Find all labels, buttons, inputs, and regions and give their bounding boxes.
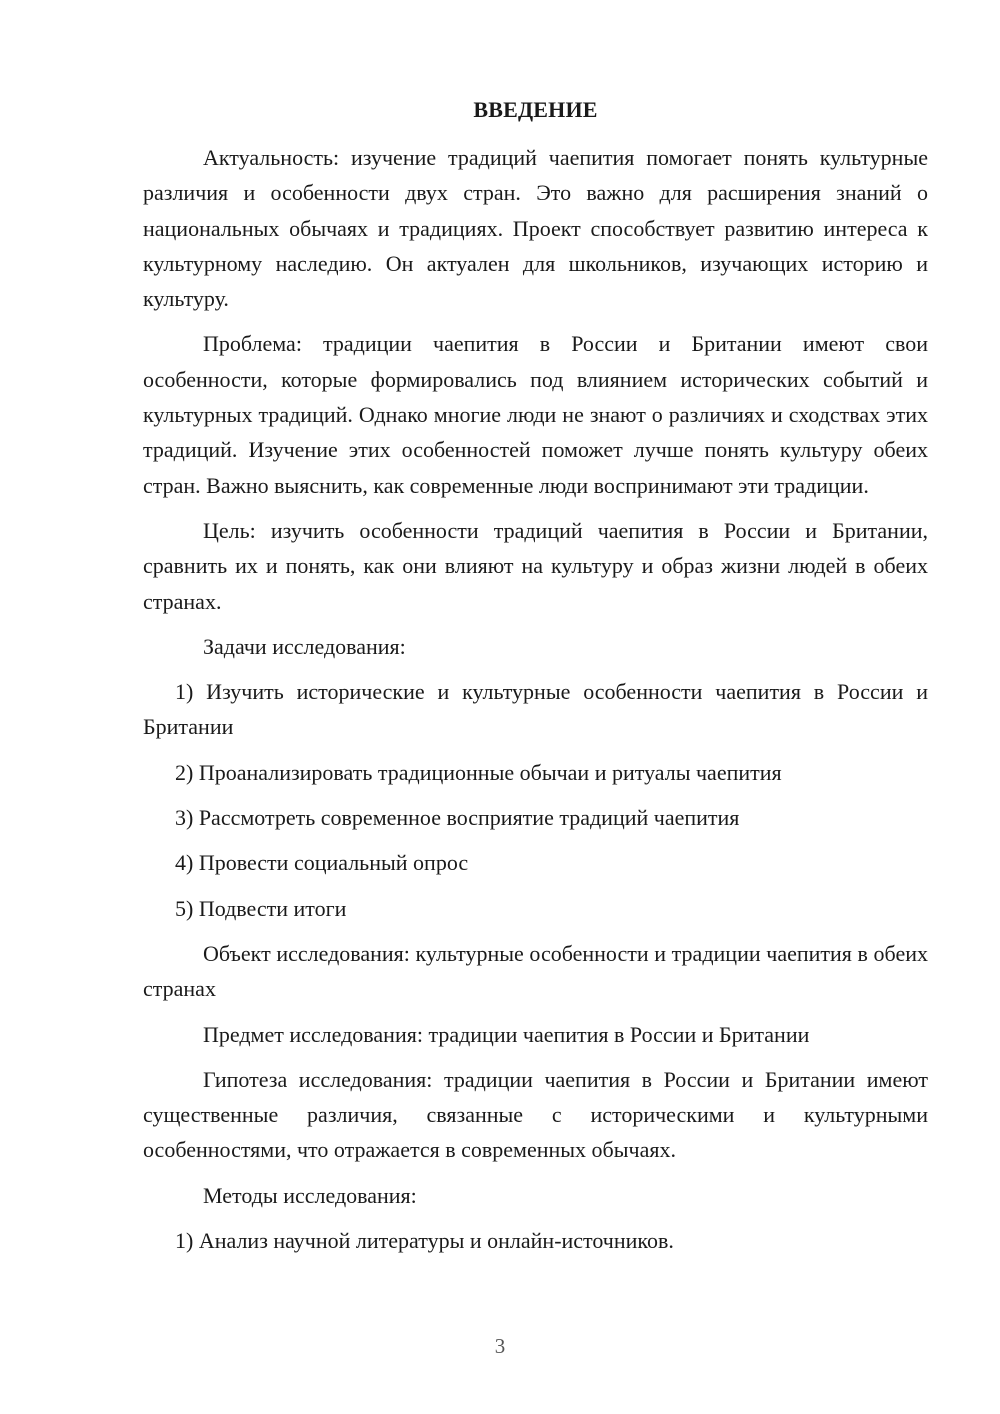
task-item: 2) Проанализировать традиционные обычаи и ритуалы чаепития [175,759,782,785]
goal-paragraph: Цель: изучить особенности традиций чаепития в России и Британии, сравнить их и понять, как они влияют на культуру и образ жизни людей в обеих странах. [143,517,928,614]
task-item: 5) Подвести итоги [175,895,347,921]
methods-heading: Методы исследования: [203,1182,417,1208]
page-number: 3 [494,1334,506,1358]
document-page [143,92,928,1268]
task-item: 4) Провести социальный опрос [175,850,469,876]
relevance-paragraph: Актуальность: изучение традиций чаепития помогает понять культурные различия и особенности двух стран. Это важно для расширения знаний о национальных обычаях и традициях. Проект способствует развитию интереса к культурному наследию. Он актуален для школьников, изучающих историю и культуру. [143,145,928,312]
method-item: 1) Анализ научной литературы и онлайн-источников. [175,1228,674,1254]
object-paragraph: Объект исследования: культурные особенности и традиции чаепития в обеих странах [143,940,928,1002]
subject-paragraph: Предмет исследования: традиции чаепития в России и Британии [203,1021,810,1047]
problem-paragraph: Проблема: традиции чаепития в России и Британии имеют свои особенности, которые формировались под влиянием исторических событий и культурных традиций. Однако многие люди не знают о различиях и сходствах этих традиций. Изучение этих особенностей поможет лучше понять культуру обеих стран. Важно выяснить, как современные люди воспринимают эти традиции. [143,331,928,498]
hypothesis-paragraph: Гипотеза исследования: традиции чаепития в России и Британии имеют существенные различия, связанные с историческими и культурными особенностями, что отражается в современных обычаях. [143,1066,928,1163]
task-item: 1) Изучить исторические и культурные особенности чаепития в России и Британии [143,679,928,740]
task-item: 3) Рассмотреть современное восприятие традиций чаепития [175,805,740,831]
section-title: ВВЕДЕНИЕ [473,97,598,122]
tasks-heading: Задачи исследования: [203,633,406,659]
